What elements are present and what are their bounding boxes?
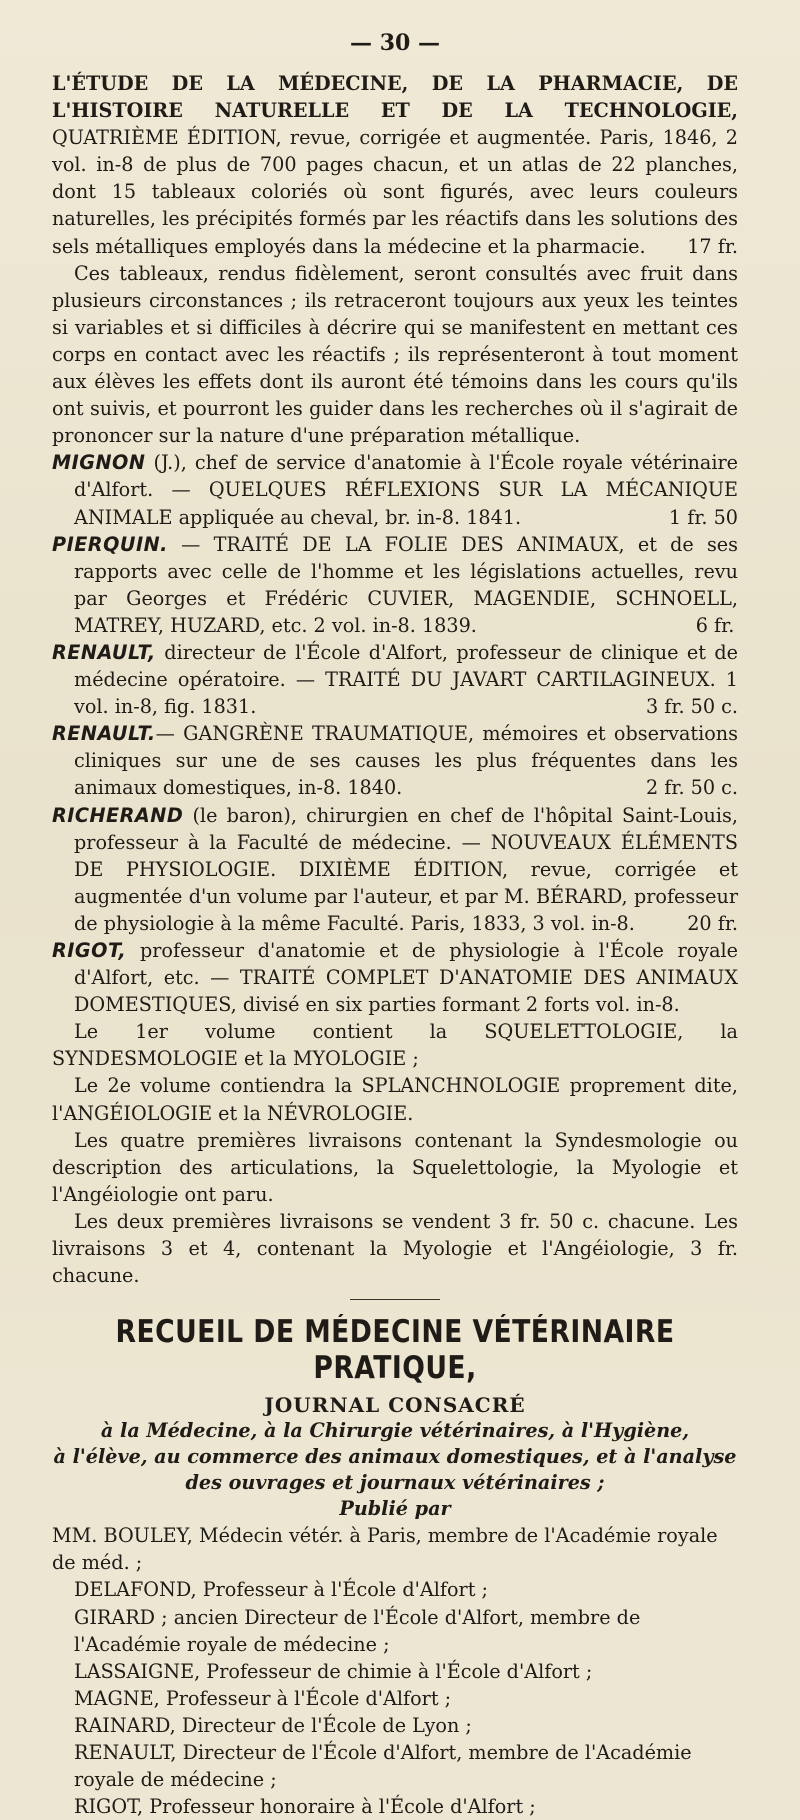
contributor: RAINARD, Directeur de l'École de Lyon ; bbox=[74, 1713, 472, 1737]
entry-body: (J.), chef de service d'anatomie à l'École royale vétérinaire d'Alfort. — QUELQUES RÉFLEXIONS SUR LA MÉCANIQUE ANIMALE appliquée au cheval, br. in-8. 1841. bbox=[74, 451, 738, 529]
contributor-list bbox=[52, 1522, 738, 1820]
entry-pierquin bbox=[52, 531, 738, 639]
entry-renault-javart bbox=[52, 639, 738, 720]
entry-body: — TRAITÉ DE LA FOLIE DES ANIMAUX, et de ses rapports avec celle de l'homme et les législations actuelles, revu par Georges et Frédéric CUVIER, MAGENDIE, SCHNOELL, MATREY, HUZARD, etc. 2 vol. in-8. 1839. bbox=[74, 532, 738, 637]
contributor: MAGNE, Professeur à l'École d'Alfort ; bbox=[74, 1686, 452, 1710]
entry-body: — GANGRÈNE TRAUMATIQUE, mémoires et observations cliniques sur une de ses causes les plus fréquentes dans les animaux domestiques, in-8. 1840. bbox=[74, 722, 738, 800]
journal-title: RECUEIL DE MÉDECINE VÉTÉRINAIRE PRATIQUE, bbox=[115, 1314, 675, 1387]
entry-author: RENAULT, bbox=[52, 640, 156, 664]
contributor: RENAULT, Directeur de l'École d'Alfort, membre de l'Académie royale de médecine ; bbox=[74, 1740, 692, 1792]
journal-description-line: des ouvrages et journaux vétérinaires ; bbox=[185, 1471, 605, 1495]
contributor: GIRARD ; ancien Directeur de l'École d'Alfort, membre de l'Académie royale de médecine ; bbox=[74, 1605, 641, 1656]
contributor: MM. BOULEY, Médecin vétér. à Paris, membre de l'Académie royale de méd. ; bbox=[52, 1524, 718, 1575]
entry-author: PIERQUIN. bbox=[52, 532, 168, 556]
entry-body: professeur d'anatomie et de physiologie à l'École royale d'Alfort, etc. — TRAITÉ COMPLET D'ANATOMIE DES ANIMAUX DOMESTIQUES, divisé en six parties formant 2 forts vol. in-8. bbox=[74, 939, 738, 1017]
entry-note: Le 2e volume contiendra la SPLANCHNOLOGIE proprement dite, l'ANGÉIOLOGIE et la NÉVROLOGIE. bbox=[52, 1074, 738, 1125]
contributor: DELAFOND, Professeur à l'École d'Alfort ; bbox=[74, 1578, 488, 1602]
journal-description-line: à la Médecine, à la Chirurgie vétérinaires, à l'Hygiène, bbox=[100, 1419, 690, 1443]
page-number: — 30 — bbox=[350, 30, 440, 56]
entry-richerand bbox=[52, 802, 738, 937]
entry-price: 1 fr. 50 bbox=[668, 505, 738, 529]
entry-note: Le 1er volume contient la SQUELETTOLOGIE, la SYNDESMOLOGIE et la MYOLOGIE ; bbox=[52, 1020, 738, 1071]
entry-price: 17 fr. bbox=[687, 234, 738, 258]
entry-author: RICHERAND bbox=[52, 803, 184, 827]
entry-price: 20 fr. bbox=[687, 911, 738, 935]
journal-subtitle: JOURNAL CONSACRÉ bbox=[264, 1393, 526, 1418]
entry-note: Les deux premières livraisons se vendent 3 fr. 50 c. chacune. Les livraisons 3 et 4, contenant la Myologie et l'Angéiologie, 3 fr. chacune. bbox=[52, 1209, 738, 1288]
entry-author: RIGOT, bbox=[52, 939, 127, 962]
entry-note: Les quatre premières livraisons contenant la Syndesmologie ou description des articulations, la Squelettologie, la Myologie et l'Angéiologie ont paru. bbox=[52, 1128, 738, 1206]
contributor: RIGOT, Professeur honoraire à l'École d'Alfort ; bbox=[74, 1795, 536, 1819]
entry-author: MIGNON bbox=[52, 451, 146, 475]
entry-body: (le baron), chirurgien en chef de l'hôpital Saint-Louis, professeur à la Faculté de médecine. — NOUVEAUX ÉLÉMENTS DE PHYSIOLOGIE. DIXIÈME ÉDITION, revue, corrigée et augmentée d'un volume par l'auteur, et par M. BÉRARD, professeur de physiologie à la même Faculté. Paris, 1833, 3 vol. in-8. bbox=[74, 803, 738, 935]
entry-heading: L'ÉTUDE DE LA MÉDECINE, DE LA PHARMACIE, DE L'HISTOIRE NATURELLE ET DE LA TECHNOLOGIE, bbox=[52, 72, 738, 123]
entry-renault-gangrene bbox=[52, 720, 738, 801]
published-by: Publié par bbox=[339, 1497, 451, 1521]
section-divider bbox=[350, 1299, 440, 1300]
entry-note: Ces tableaux, rendus fidèlement, seront consultés avec fruit dans plusieurs circonstances ; ils retraceront toujours aux yeux les teintes si variables et si difficiles à décrire qui se manifestent en mettant ces corps en contact avec les réactifs ; ils représenteront à tout moment aux élèves les effets dont ils auront été témoins dans les cours qu'ils ont suivis, et pourront les guider dans les recherches où il s'agirait de prononcer sur la nature d'une préparation métallique. bbox=[52, 261, 738, 448]
entry-price: 3 fr. 50 c. bbox=[645, 695, 738, 719]
entry-mignon bbox=[52, 449, 738, 530]
entry-price: 2 fr. 50 c. bbox=[645, 776, 738, 800]
entry-etude bbox=[52, 70, 738, 260]
journal-description-line: à l'élève, au commerce des animaux domestiques, et à l'analyse bbox=[53, 1445, 737, 1469]
entry-rigot bbox=[52, 937, 738, 1018]
entry-author: RENAULT. bbox=[52, 722, 156, 746]
entry-body: directeur de l'École d'Alfort, professeur de clinique et de médecine opératoire. — TRAITÉ DU JAVART CARTILAGINEUX. 1 vol. in-8, fig. 1831. bbox=[74, 640, 738, 719]
entry-price: 6 fr. bbox=[695, 613, 735, 637]
entry-body: QUATRIÈME ÉDITION, revue, corrigée et augmentée. Paris, 1846, 2 vol. in-8 de plus de 700 pages chacun, et un atlas de 22 planches, dont 15 tableaux coloriés où sont figurés, avec leurs couleurs naturelles, les précipités formés par les réactifs dans les solutions des sels métalliques employés dans la médecine et la pharmacie. bbox=[52, 126, 738, 258]
contributor: LASSAIGNE, Professeur de chimie à l'École d'Alfort ; bbox=[74, 1659, 593, 1683]
